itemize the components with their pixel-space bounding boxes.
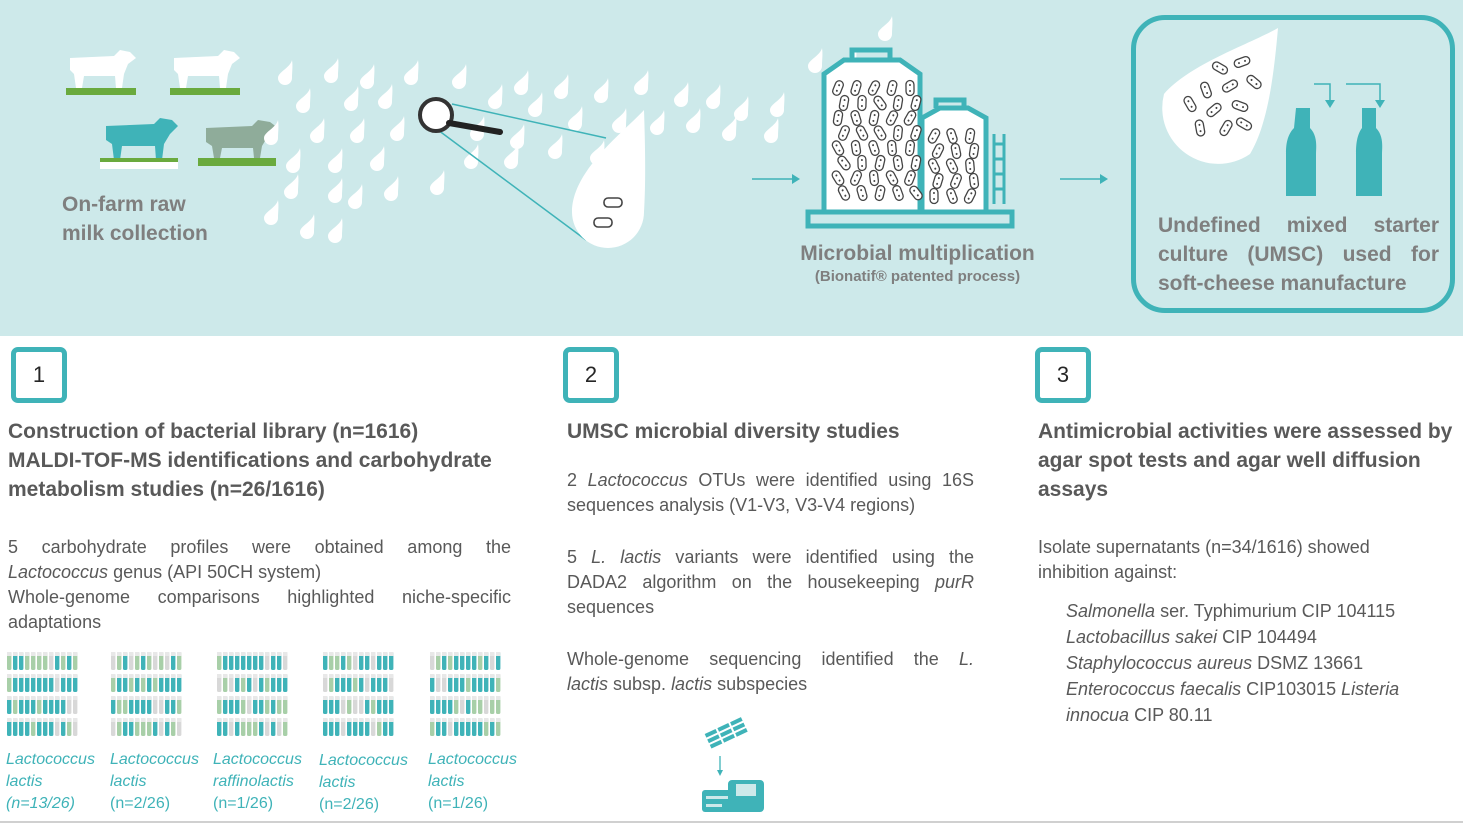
text-line (567, 468, 974, 493)
genus-name: Lactococcus (587, 470, 688, 490)
section-3-intro (1038, 535, 1370, 585)
text-line: sequences (567, 597, 655, 617)
bottle-icon (1356, 108, 1382, 196)
strain-label (213, 749, 302, 815)
fermenter-tank-icon (804, 44, 1016, 230)
strain-genus: Lactococcus (319, 752, 408, 769)
bottle-icon (1286, 108, 1316, 196)
text-line: Isolate supernatants (n=34/1616) showed (1038, 537, 1370, 557)
text-span: 5 (567, 547, 592, 567)
umsc-label-line: culture (UMSC) used for (1158, 243, 1439, 266)
milk-drop-icon (360, 64, 374, 89)
milk-drop-icon (328, 178, 342, 203)
milk-drop-icon (310, 118, 324, 143)
species-name: L. (958, 649, 974, 669)
text-span: 2 (567, 470, 588, 490)
api-strip-icon (429, 650, 501, 742)
section-3-number: 3 (1035, 347, 1091, 403)
umsc-label-line: soft-cheese manufacture (1158, 272, 1407, 295)
strain-count: (n=2/26) (110, 795, 171, 812)
text-line (567, 647, 974, 672)
section-1-number: 1 (11, 347, 67, 403)
text-span: DADA2 algorithm on the housekeeping (567, 572, 935, 592)
strain-label (319, 750, 408, 816)
bacteria-icon (858, 155, 866, 170)
api-strip-icon (322, 650, 394, 742)
bacteria-icon (887, 140, 896, 156)
bacteria-icon (893, 125, 902, 141)
target-organism (1066, 624, 1399, 650)
strain-species: lactis (428, 773, 465, 790)
strain-species: lactis (6, 773, 43, 790)
heading-line: metabolism studies (n=26/1616) (8, 478, 325, 501)
section-1-text (8, 535, 511, 635)
target-organisms-list (1066, 598, 1399, 728)
strain-label (6, 749, 95, 815)
strain-species: lactis (110, 773, 147, 790)
species-name: lactis (567, 674, 609, 694)
bacteria-icon (858, 95, 866, 110)
strain-genus: Lactococcus (428, 751, 517, 768)
umsc-drop-icon (1150, 24, 1440, 204)
strain-id: ser. Typhimurium CIP 104115 (1155, 601, 1396, 621)
text-line: Whole-genome comparisons highlighted niche-specific (8, 587, 511, 607)
strain-label (428, 749, 517, 815)
section-2-heading: UMSC microbial diversity studies (567, 420, 900, 443)
text-line (567, 672, 974, 697)
text-span: Whole-genome sequencing identified the (567, 649, 959, 669)
milk-drop-icon (404, 60, 418, 85)
section-1-heading (8, 417, 492, 504)
milk-drop-icon (296, 88, 310, 113)
milk-drop-icon (370, 146, 384, 171)
text-span: subspecies (712, 674, 808, 694)
bacteria-icon (969, 173, 979, 189)
bacteria-icon (930, 188, 938, 203)
api-strip-icon (216, 650, 288, 742)
species-name: L. lactis (591, 547, 662, 567)
heading-line: Construction of bacterial library (n=1616) (8, 420, 419, 443)
multiplication-title: Microbial multiplication (800, 242, 1035, 265)
text-span: subsp. (608, 674, 672, 694)
text-span: genus (API 50CH system) (108, 562, 322, 582)
gene-name: purR (934, 572, 974, 592)
text-line: adaptations (8, 612, 102, 632)
strain-label (110, 749, 199, 815)
milk-drop-icon (378, 84, 392, 109)
api-strip-icon (110, 650, 182, 742)
bottom-divider (0, 821, 1463, 823)
text-span: OTUs were identified using 16S (687, 470, 974, 490)
strain-id: CIP 104494 (1217, 627, 1317, 647)
heading-line: Antimicrobial activities were assessed by (1038, 420, 1453, 443)
organism-name: Enterococcus faecalis (1066, 679, 1242, 699)
milk-drop-icon (706, 84, 720, 109)
strain-id: CIP103015 (1241, 679, 1342, 699)
organism-name: Salmonella (1066, 601, 1156, 621)
milk-drop-icon (344, 86, 358, 111)
multiplication-label (790, 242, 1045, 285)
multiplication-subtitle: (Bionatif® patented process) (814, 268, 1021, 285)
arrow-icon (1060, 172, 1110, 186)
strain-count: (n=13/26) (6, 795, 75, 812)
strain-id: DSMZ 13661 (1252, 653, 1364, 673)
target-organism (1066, 702, 1399, 728)
milk-drop-icon (764, 118, 778, 143)
organism-name: innocua (1066, 705, 1130, 725)
bacteria-icon (869, 170, 879, 186)
section-2-number: 2 (563, 347, 619, 403)
farm-label-line: milk collection (62, 222, 208, 245)
organism-name: Lactobacillus sakei (1066, 627, 1218, 647)
target-organism (1066, 650, 1399, 676)
bacteria-icon (905, 140, 915, 156)
strain-count: (n=1/26) (213, 795, 274, 812)
target-organism (1066, 676, 1399, 702)
text-line (8, 560, 511, 585)
strain-id: CIP 80.11 (1129, 705, 1213, 725)
strain-species: lactis (319, 774, 356, 791)
text-line (567, 545, 974, 570)
text-span: variants were identified using the (661, 547, 975, 567)
strain-genus: Lactococcus (213, 751, 302, 768)
milk-drop-icon (384, 176, 398, 201)
api-strip-icon (6, 650, 78, 742)
milk-drop-icon (284, 174, 298, 199)
bacteria-icon (965, 158, 974, 174)
milk-drop-icon (348, 184, 362, 209)
milk-drop-icon (686, 108, 700, 133)
milk-drop-icon (324, 58, 338, 83)
strain-species: raffinolactis (213, 773, 294, 790)
heading-line: agar spot tests and agar well diffusion (1038, 449, 1421, 472)
strain-count: (n=1/26) (428, 795, 489, 812)
milk-drop-icon (452, 64, 466, 89)
text-line (567, 570, 974, 595)
strain-count: (n=2/26) (319, 796, 380, 813)
milk-drop-icon (278, 60, 292, 85)
organism-name: Listeria (1341, 679, 1400, 699)
strain-genus: Lactococcus (6, 751, 95, 768)
section-2-text (567, 468, 974, 697)
milk-drop-icon (300, 214, 314, 239)
arrow-icon (752, 172, 802, 186)
milk-drop-icon (328, 218, 342, 243)
milk-drop-icon (350, 118, 364, 143)
heading-line: MALDI-TOF-MS identifications and carbohydrate (8, 449, 492, 472)
target-organism (1066, 598, 1399, 624)
umsc-label-line: Undefined mixed starter (1158, 214, 1439, 237)
farm-label-line: On-farm raw (62, 193, 186, 216)
milk-drop-icon (264, 120, 278, 145)
bacteria-icon (906, 80, 914, 95)
magnifier-icon (416, 90, 686, 260)
strain-genus: Lactococcus (110, 751, 199, 768)
text-line: inhibition against: (1038, 562, 1178, 582)
milk-drop-icon (770, 92, 784, 117)
milk-drop-icon (264, 200, 278, 225)
milk-drop-icon (390, 116, 404, 141)
subspecies-name: lactis (671, 674, 713, 694)
section-3-heading (1038, 417, 1452, 504)
milk-drop-icon (328, 148, 342, 173)
organism-name: Staphylococcus aureus (1066, 653, 1253, 673)
text-line: sequences analysis (V1-V3, V3-V4 regions) (567, 495, 916, 515)
heading-line: assays (1038, 478, 1109, 501)
milk-drop-icon (286, 148, 300, 173)
sequencer-icon (698, 718, 768, 818)
milk-drop-icon (722, 116, 736, 141)
text-line: 5 carbohydrate profiles were obtained among the (8, 537, 511, 557)
genus-name: Lactococcus (8, 562, 109, 582)
umsc-label (1158, 211, 1439, 298)
